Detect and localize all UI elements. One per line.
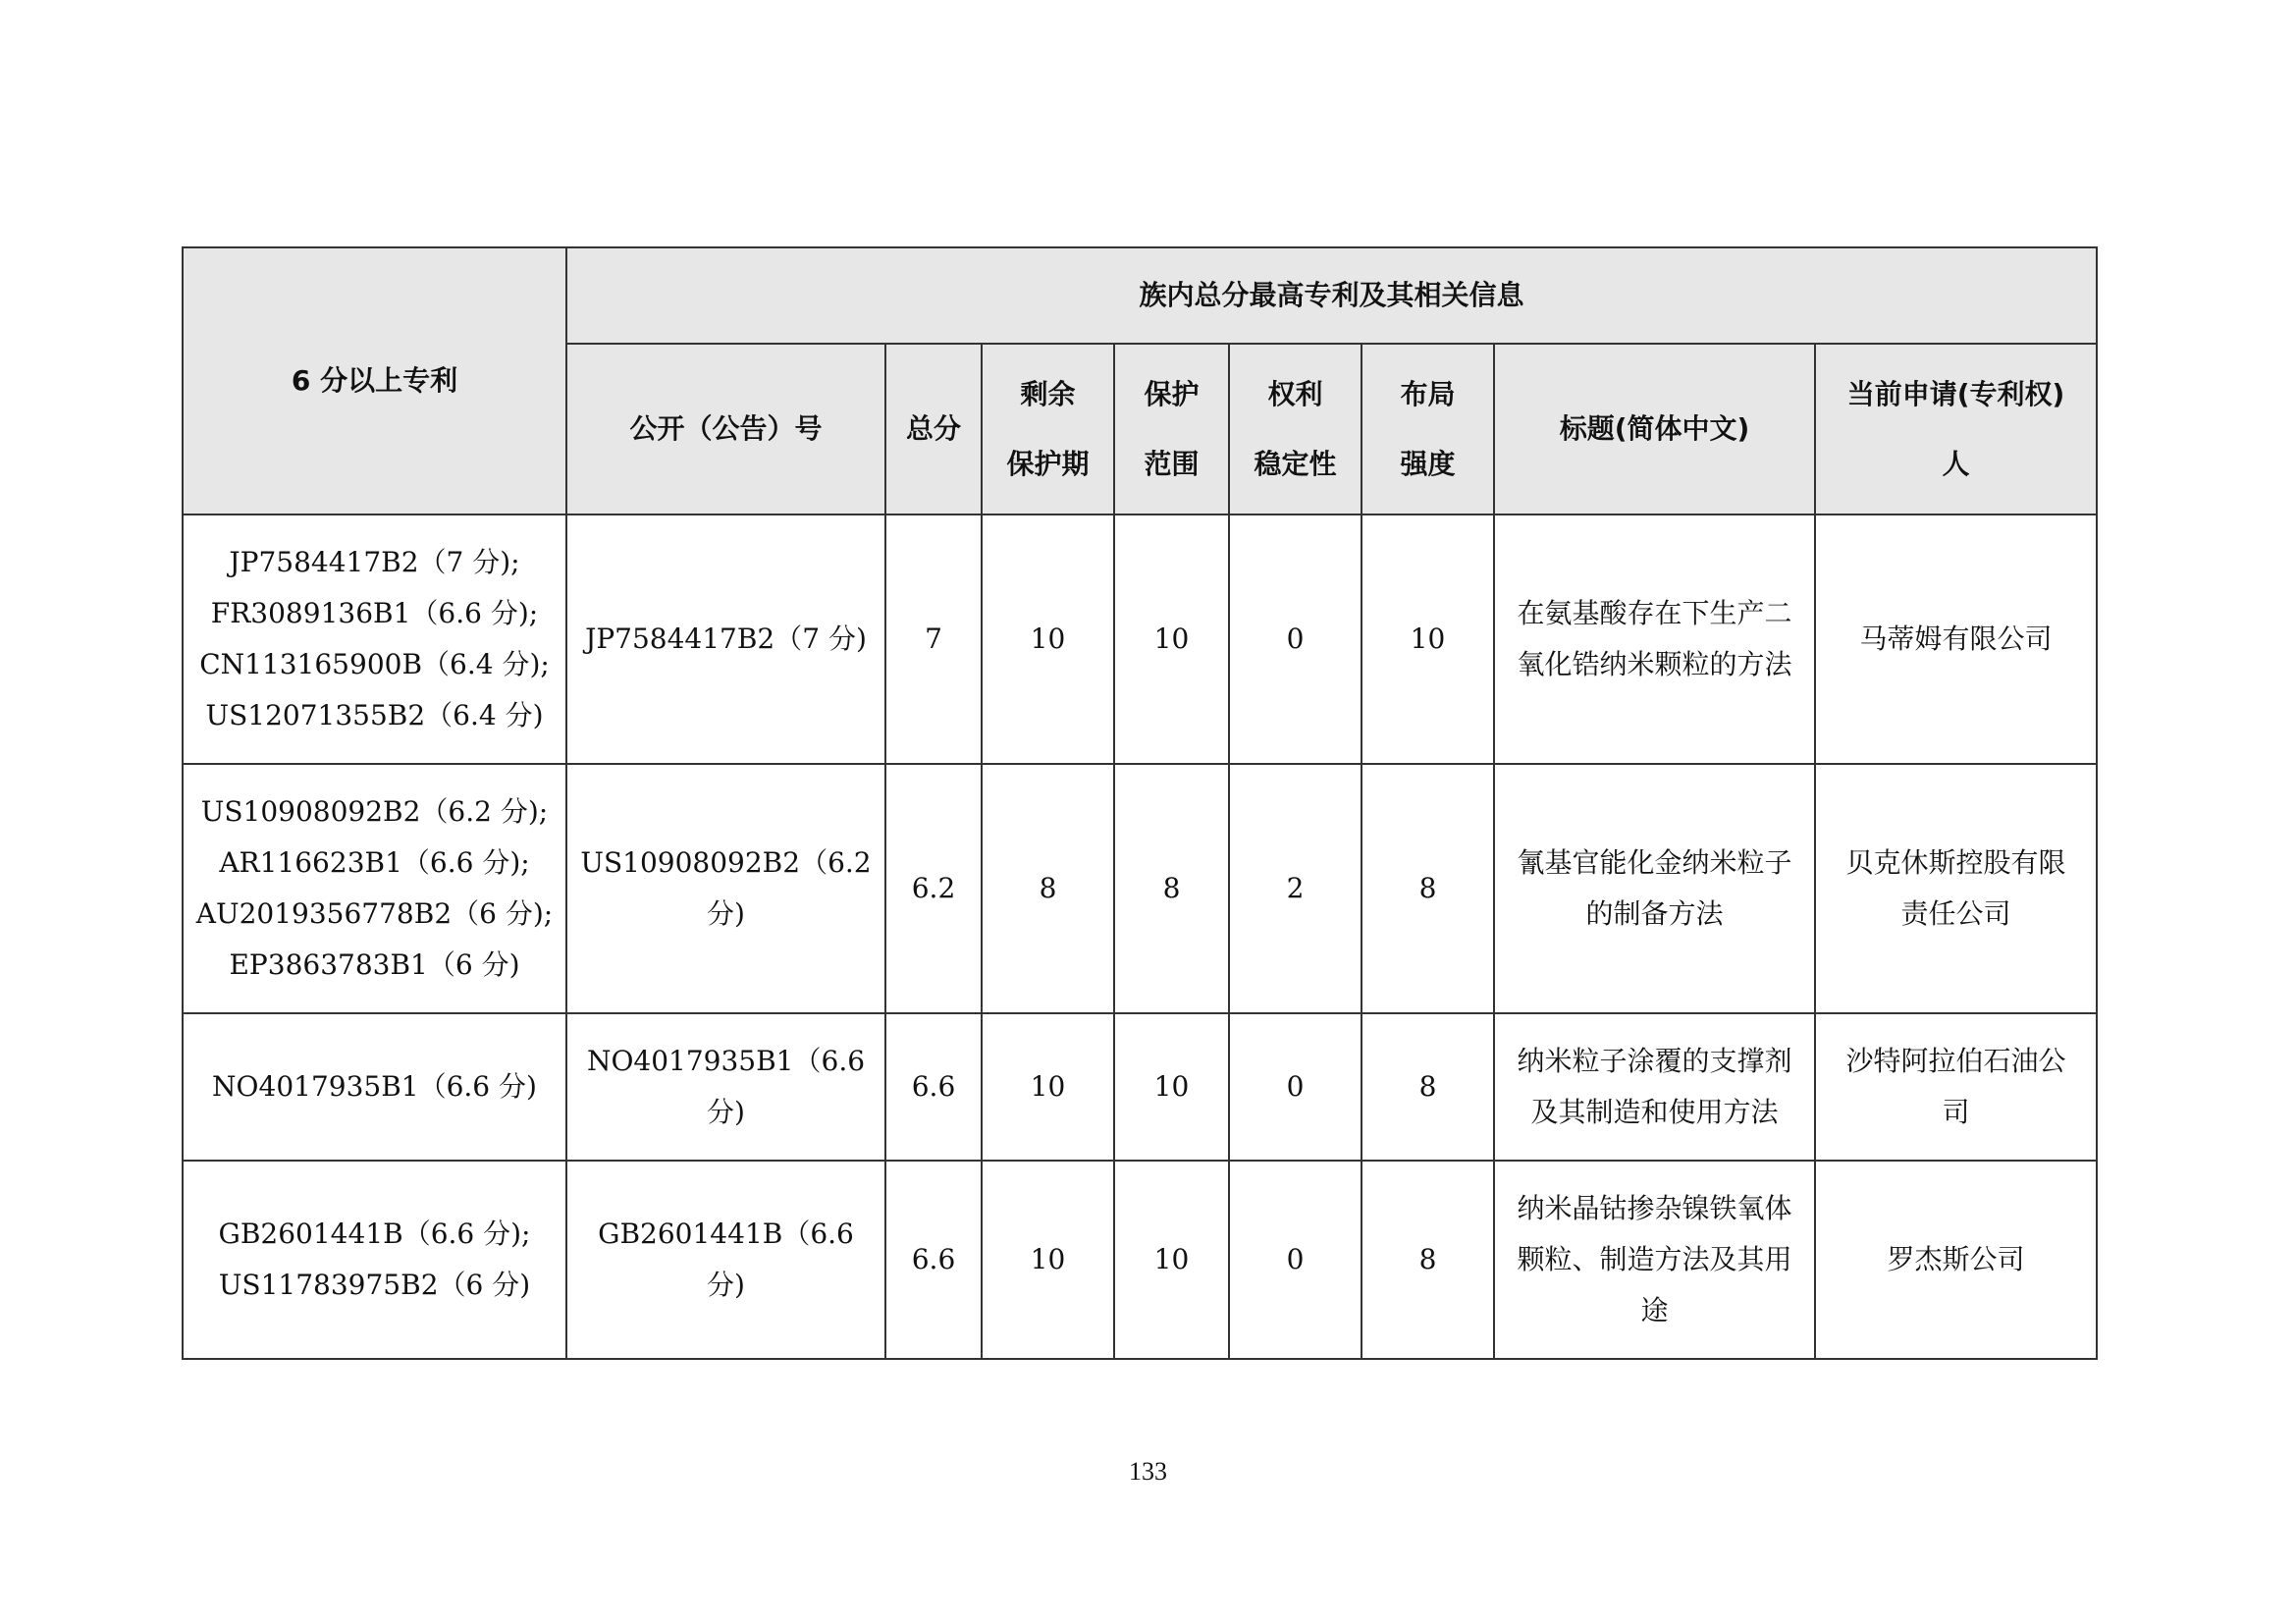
header-owner-line-2: 人 [1942,448,1970,480]
protection-scope-cell: 10 [1114,514,1229,764]
owner-line: 沙特阿拉伯石油公 [1845,1045,2066,1078]
remaining-term-cell: 10 [982,514,1114,764]
owner-line: 责任公司 [1900,897,2011,930]
header-right-stability [1229,344,1362,514]
family-patent: US10908092B2（6.2 分); [200,795,549,829]
header-current-owner [1815,344,2097,514]
patent-score-table [182,246,2098,1360]
header-protection-scope [1114,344,1229,514]
title-line: 颗粒、制造方法及其用 [1517,1243,1792,1276]
pub-no-cell: JP7584417B2（7 分) [566,514,885,764]
title-line: 氰基官能化金纳米粒子 [1517,846,1792,880]
owner-cell [1815,1161,2097,1359]
header-row-group [183,247,2097,344]
owner-cell [1815,764,2097,1013]
right-stability-cell: 0 [1229,514,1362,764]
title-cell [1494,1161,1815,1359]
pub-no-cell: US10908092B2（6.2 分) [566,764,885,1013]
title-cell [1494,514,1815,764]
owner-line: 司 [1942,1096,1970,1128]
remaining-term-cell: 10 [982,1013,1114,1161]
total-score-cell: 6.6 [885,1161,982,1359]
title-line: 氧化锆纳米颗粒的方法 [1517,648,1792,680]
table-row [183,1161,2097,1359]
header-scope-line-1: 保护 [1144,377,1200,410]
family-patent: CN113165900B（6.4 分); [199,648,550,680]
header-remaining-term [982,344,1114,514]
total-score-cell: 6.6 [885,1013,982,1161]
family-patents-cell [183,764,566,1013]
header-owner-line-1: 当前申请(专利权) [1846,377,2065,410]
layout-strength-cell: 10 [1362,514,1494,764]
title-line: 纳米晶钴掺杂镍铁氧体 [1517,1192,1792,1225]
remaining-term-cell: 8 [982,764,1114,1013]
right-stability-cell: 0 [1229,1161,1362,1359]
layout-strength-cell: 8 [1362,1161,1494,1359]
protection-scope-cell: 8 [1114,764,1229,1013]
family-patent: EP3863783B1（6 分) [229,947,520,981]
header-title-cn: 标题(简体中文) [1494,344,1815,514]
header-remaining-line-1: 剩余 [1020,377,1076,410]
owner-line: 罗杰斯公司 [1887,1243,2025,1276]
protection-scope-cell: 10 [1114,1013,1229,1161]
header-pub-no: 公开（公告）号 [566,344,885,514]
owner-line: 马蒂姆有限公司 [1859,623,2053,656]
pub-no-cell: GB2601441B（6.6 分) [566,1161,885,1359]
right-stability-cell: 2 [1229,764,1362,1013]
family-patent: FR3089136B1（6.6 分); [210,597,539,630]
family-patent: NO4017935B1（6.6 分) [212,1070,537,1104]
pub-no-cell: NO4017935B1（6.6 分) [566,1013,885,1161]
header-total-score: 总分 [885,344,982,514]
owner-cell [1815,514,2097,764]
family-patent: AR116623B1（6.6 分); [219,846,530,880]
table-row [183,1013,2097,1161]
page-number: 133 [1129,1457,1167,1486]
title-cell [1494,1013,1815,1161]
header-layout-strength [1362,344,1494,514]
title-line: 纳米粒子涂覆的支撑剂 [1517,1045,1792,1078]
header-stability-line-2: 稳定性 [1254,448,1337,480]
title-line: 的制备方法 [1585,897,1724,930]
family-patent: AU2019356778B2（6 分); [195,897,554,930]
total-score-cell: 6.2 [885,764,982,1013]
table-row [183,764,2097,1013]
header-stability-line-1: 权利 [1267,377,1323,410]
owner-line: 贝克休斯控股有限 [1845,846,2066,880]
family-patents-cell [183,1161,566,1359]
owner-cell [1815,1013,2097,1161]
title-cell [1494,764,1815,1013]
title-line: 在氨基酸存在下生产二 [1517,597,1792,630]
family-patent: JP7584417B2（7 分); [229,546,520,579]
layout-strength-cell: 8 [1362,1013,1494,1161]
remaining-term-cell: 10 [982,1161,1114,1359]
right-stability-cell: 0 [1229,1013,1362,1161]
table-row [183,514,2097,764]
family-patents-cell [183,1013,566,1161]
header-scope-line-2: 范围 [1144,448,1200,480]
title-line: 途 [1640,1293,1669,1326]
header-top-patent-info: 族内总分最高专利及其相关信息 [566,247,2097,344]
family-patents-cell [183,514,566,764]
layout-strength-cell: 8 [1362,764,1494,1013]
family-patent: US11783975B2（6 分) [218,1269,531,1301]
family-patent: GB2601441B（6.6 分); [218,1218,531,1251]
protection-scope-cell: 10 [1114,1161,1229,1359]
title-line: 及其制造和使用方法 [1530,1096,1779,1128]
header-layout-line-1: 布局 [1400,377,1456,410]
header-remaining-line-2: 保护期 [1006,448,1090,480]
header-layout-line-2: 强度 [1400,448,1456,480]
header-six-plus-patents: 6 分以上专利 [183,247,566,514]
family-patent: US12071355B2（6.4 分) [205,698,544,731]
total-score-cell: 7 [885,514,982,764]
